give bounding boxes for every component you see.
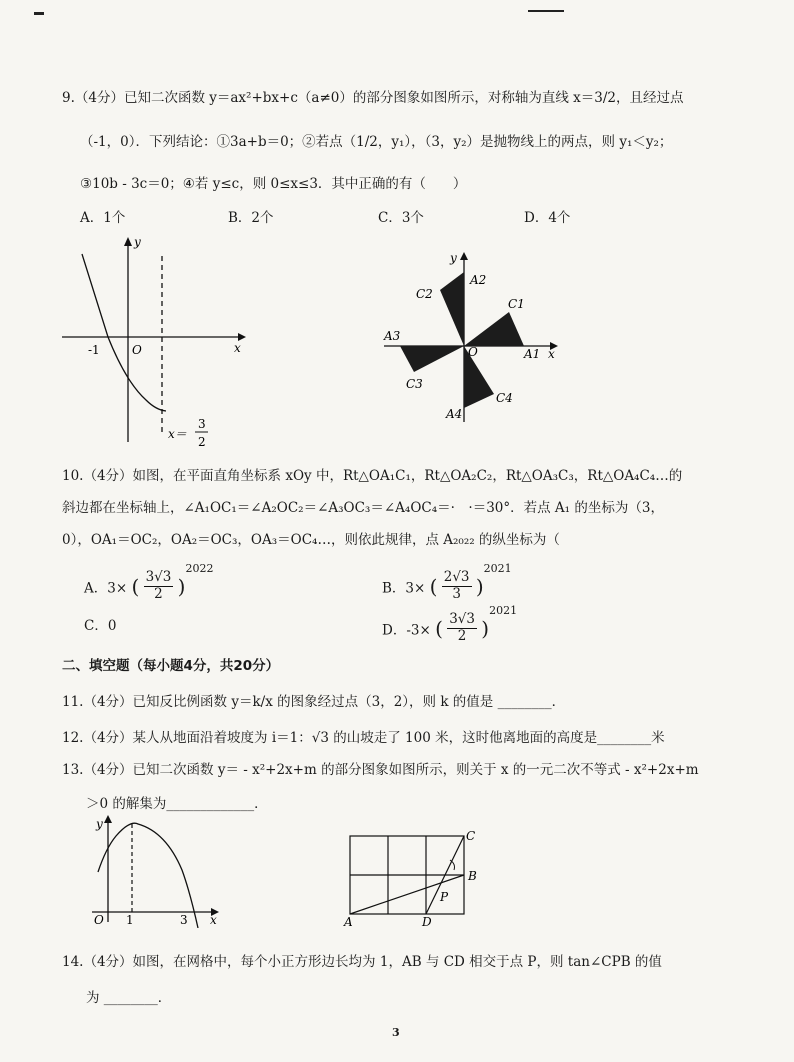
triangle-oa3c3 — [400, 346, 464, 372]
q10-choice-b-den: 3 — [452, 586, 461, 602]
fig10-x-label: x — [548, 347, 555, 361]
q13-y-label: y — [96, 817, 103, 831]
q14-line2: 为 ________． — [86, 990, 172, 1006]
q13-line2: ＞0 的解集为_____________． — [86, 796, 268, 812]
triangle-oa2c2 — [440, 272, 464, 346]
q13-three-label: 3 — [180, 913, 188, 927]
q10-choice-a-den: 2 — [154, 586, 163, 602]
scan-mark-top-left — [34, 12, 44, 15]
scan-mark-top-center — [528, 10, 564, 12]
fig10-c1-label: C1 — [508, 297, 525, 311]
q13-parabola-graph — [86, 808, 226, 928]
q9-line1: 9.（4分）已知二次函数 y＝ax²+bx+c（a≠0）的部分图象如图所示，对称轴为直线 x＝3/2，且经过点 — [62, 90, 684, 106]
q13-one-label: 1 — [126, 913, 134, 927]
page-number: 3 — [392, 1026, 400, 1039]
fig14-b-label: B — [468, 869, 477, 883]
q9-line3: ③10b - 3c＝0；④若 y≤c，则 0≤x≤3．其中正确的有（ ） — [80, 176, 467, 192]
fig10-y-label: y — [450, 251, 457, 265]
q10-choice-d-den: 2 — [457, 628, 467, 644]
section-2-heading: 二、填空题（每小题4分，共20分） — [62, 658, 280, 674]
fig10-a2-label: A2 — [470, 273, 487, 287]
q10-choice-b-num: 2√3 — [443, 569, 470, 586]
q10-choice-d-paren-open: ( — [435, 616, 443, 641]
q10-choice-a-paren-close: ) — [177, 574, 186, 599]
fig10-a4-label: A4 — [446, 407, 463, 421]
fig14-d-label: D — [422, 915, 432, 929]
q9-line2: （-1，0）．下列结论：①3a+b＝0；②若点（1/2，y₁），（3，y₂）是抛物线上的两点，则 y₁＜y₂； — [80, 134, 673, 150]
q9-axis-num: 3 — [198, 417, 206, 431]
q9-choice-d: D．4个 — [524, 210, 571, 226]
q10-choice-a-label: A．3× — [84, 580, 128, 597]
q9-neg1-label: -1 — [88, 343, 100, 357]
q10-pinwheel-figure — [380, 248, 570, 426]
q10-choice-a-fraction — [144, 570, 174, 602]
q13-line1: 13.（4分）已知二次函数 y＝ - x²+2x+m 的部分图象如图所示，则关于 x 的一元二次不等式 - x²+2x+m — [62, 762, 699, 778]
fig14-c-label: C — [466, 829, 476, 843]
q10-choice-a-paren-open: ( — [131, 574, 140, 599]
q10-choice-d-label: D．-3× — [382, 622, 431, 639]
q10-choice-b-paren-open: ( — [429, 574, 438, 599]
q11-text: 11.（4分）已知反比例函数 y＝k/x 的图象经过点（3，2），则 k 的值是 ________． — [62, 694, 566, 710]
q9-axis-label: x＝ — [168, 427, 187, 441]
q10-line1: 10.（4分）如图，在平面直角坐标系 xOy 中，Rt△OA₁C₁，Rt△OA₂C₂，Rt△OA₃C₃，Rt△OA₄C₄…的 — [62, 468, 683, 484]
q9-y-label: y — [134, 235, 141, 249]
fig10-a1-label: A1 — [524, 347, 541, 361]
q10-line2: 斜边都在坐标轴上，∠A₁OC₁＝∠A₂OC₂＝∠A₃OC₃＝∠A₄OC₄＝· ·＝30°．若点 A₁ 的坐标为（3， — [62, 500, 664, 516]
q10-choice-b-paren-close: ) — [475, 574, 484, 599]
q10-choice-d — [382, 604, 517, 645]
fig14-p-label: P — [440, 890, 449, 904]
fig10-a3-label: A3 — [384, 329, 401, 343]
q10-choice-a-exp: 2022 — [185, 562, 214, 575]
q10-choice-d-paren-close: ) — [481, 616, 490, 641]
fig10-c3-label: C3 — [406, 377, 423, 391]
q9-origin-label: O — [132, 343, 142, 357]
q12-text: 12.（4分）某人从地面沿着坡度为 i＝1：√3 的山坡走了 100 米，这时他离地面的高度是________米 — [62, 730, 665, 746]
q13-x-label: x — [210, 913, 217, 927]
q13-origin-label: O — [94, 913, 104, 927]
q10-choice-a — [84, 562, 213, 603]
q9-choice-a: A．1个 — [80, 210, 126, 226]
q10-choice-b-exp: 2021 — [483, 562, 512, 575]
q10-choice-a-num: 3√3 — [145, 569, 172, 586]
q10-choice-d-fraction — [447, 612, 477, 644]
q14-line1: 14.（4分）如图，在网格中，每个小正方形边长均为 1，AB 与 CD 相交于点 P，则 tan∠CPB 的值 — [62, 954, 662, 970]
q10-choice-b-label: B．3× — [382, 580, 426, 597]
q9-x-label: x — [234, 341, 241, 355]
triangle-oa1c1 — [464, 312, 524, 346]
fig14-a-label: A — [344, 915, 353, 929]
q10-line3: 0），OA₁＝OC₂，OA₂＝OC₃，OA₃＝OC₄…，则依此规律，点 A₂₀₂₂ 的纵坐标为（ — [62, 532, 560, 548]
q14-grid-figure — [342, 826, 492, 930]
fig10-origin-label: O — [468, 345, 478, 359]
q9-choice-b: B．2个 — [228, 210, 274, 226]
q10-choice-b-fraction — [442, 570, 472, 602]
q10-choice-d-exp: 2021 — [489, 604, 518, 617]
q9-axis-den: 2 — [198, 435, 206, 449]
q10-choice-d-num: 3√3 — [449, 611, 475, 628]
q10-choice-c: C．0 — [84, 618, 117, 634]
q9-parabola-graph — [56, 232, 256, 456]
q10-choice-b — [382, 562, 512, 603]
angle-cpb-mark — [450, 860, 455, 870]
fig10-c2-label: C2 — [416, 287, 433, 301]
fig10-c4-label: C4 — [496, 391, 513, 405]
q9-choice-c: C．3个 — [378, 210, 424, 226]
